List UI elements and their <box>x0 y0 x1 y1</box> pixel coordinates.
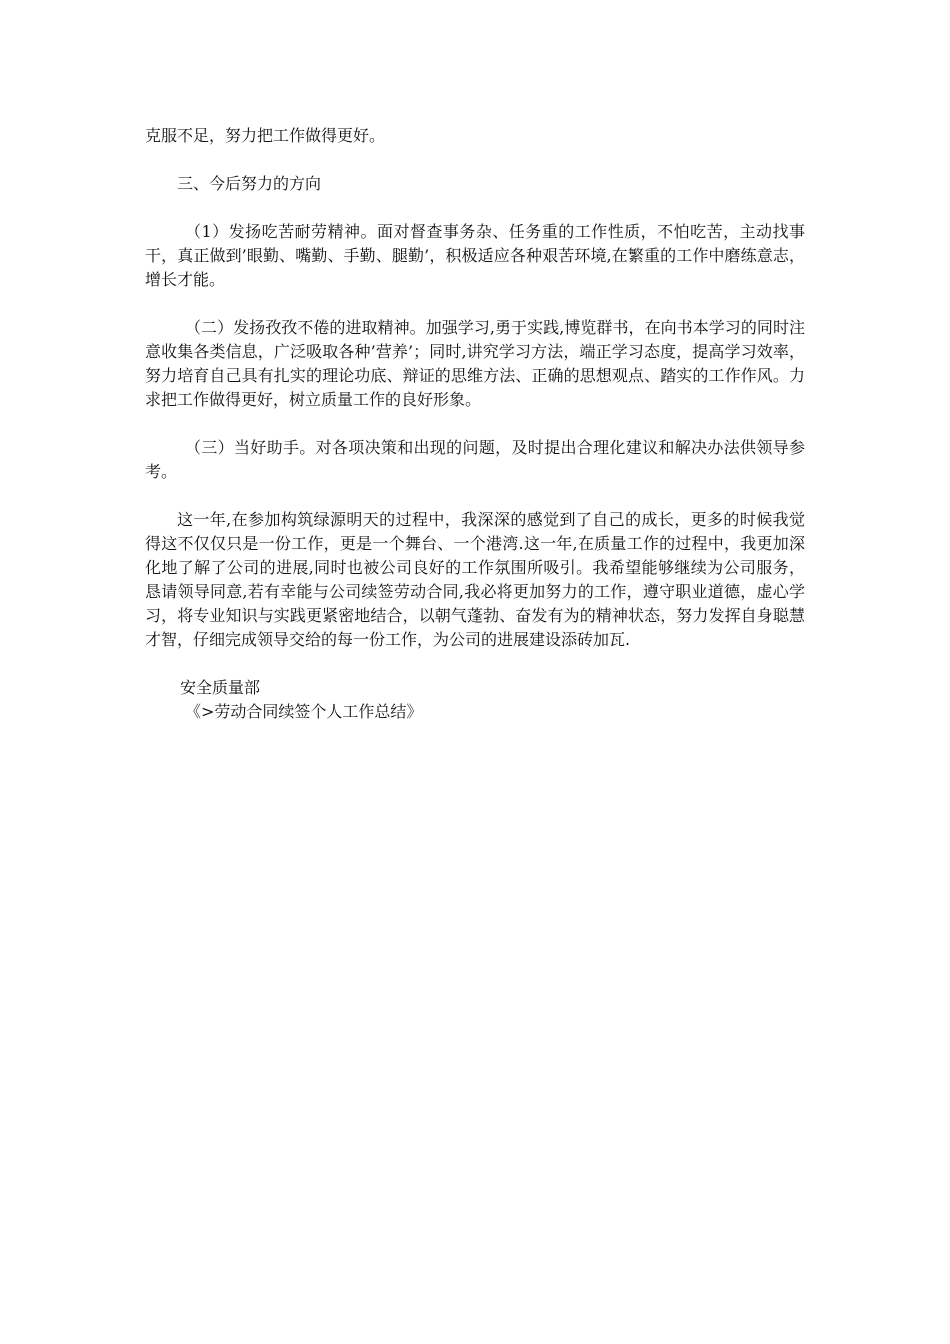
list-item-1: （1）发扬吃苦耐劳精神。面对督查事务杂、任务重的工作性质，不怕吃苦，主动找事干，真正做到’眼勤、嘴勤、手勤、腿勤’，积极适应各种艰苦环境,在繁重的工作中磨练意志，增长才能。 <box>145 222 805 289</box>
paragraph-continuation: 克服不足，努力把工作做得更好。 <box>145 126 386 145</box>
closing-paragraph: 这一年,在参加构筑绿源明天的过程中，我深深的感觉到了自己的成长，更多的时候我觉得这不仅仅只是一份工作，更是一个舞台、一个港湾.这一年,在质量工作的过程中，我更加深化地了解了公司的进展,同时也被公司良好的工作氛围所吸引。我希望能够继续为公司服务，恳请领导同意,若有幸能与公司续签劳动合同,我必将更加努力的工作，遵守职业道德，虚心学习，将专业知识与实践更紧密地结合，以朝气蓬勃、奋发有为的精神状态，努力发挥自身聪慧才智，仔细完成领导交给的每一份工作，为公司的进展建设添砖加瓦. <box>145 510 805 649</box>
document-body <box>145 124 805 724</box>
department-signature: 安全质量部 <box>180 678 261 697</box>
section-heading: 三、今后努力的方向 <box>177 174 322 193</box>
document-title-footer: 《>劳动合同续签个人工作总结》 <box>185 702 423 721</box>
list-item-3: （三）当好助手。对各项决策和出现的问题，及时提出合理化建议和解决办法供领导参考。 <box>145 438 805 481</box>
list-item-2: （二）发扬孜孜不倦的进取精神。加强学习,勇于实践,博览群书，在向书本学习的同时注意收集各类信息，广泛吸取各种’营养’；同时,讲究学习方法，端正学习态度，提高学习效率，努力培育自己具有扎实的理论功底、辩证的思维方法、正确的思想观点、踏实的工作作风。力求把工作做得更好，树立质量工作的良好形象。 <box>145 318 805 409</box>
